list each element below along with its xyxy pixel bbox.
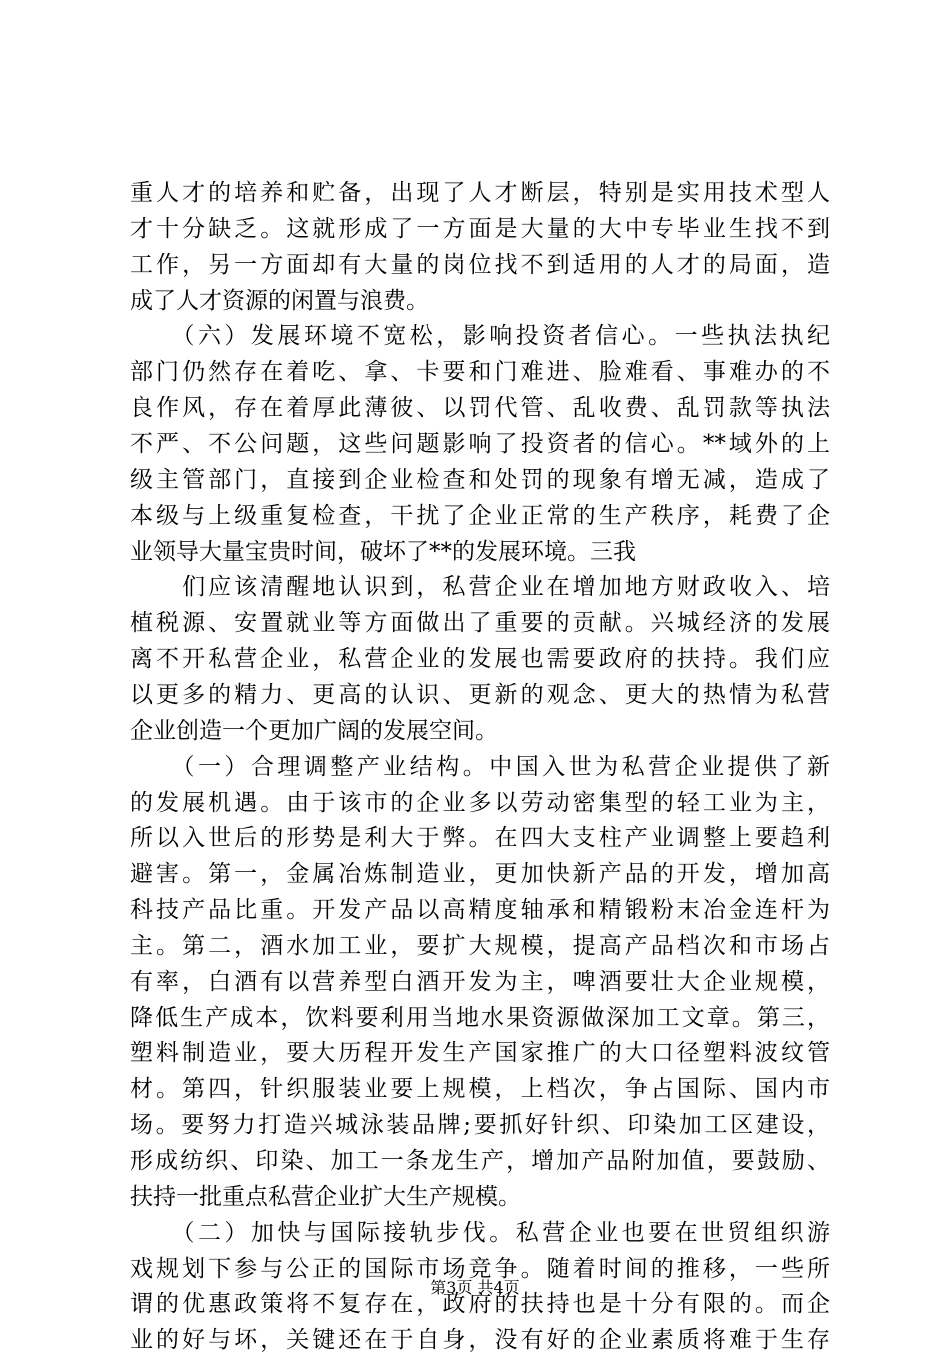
body-text-line: 植税源、安置就业等方面做出了重要的贡献。兴城经济的发展 (130, 610, 830, 637)
body-text-line: 材。第四，针织服装业要上规模，上档次，争占国际、国内市 (130, 1076, 830, 1103)
body-text-line: 业领导大量宝贵时间，破坏了**的发展环境。三我 (130, 538, 636, 565)
body-text-line: 的发展机遇。由于该市的企业多以劳动密集型的轻工业为主， (130, 789, 830, 816)
body-text-line: 业的好与坏，关键还在于自身，没有好的企业素质将难于生存 (130, 1327, 830, 1354)
body-text-line: 避害。第一，金属冶炼制造业，更加快新产品的开发，增加高 (130, 861, 830, 888)
body-text-line: 有率，白酒有以营养型白酒开发为主，啤酒要壮大企业规模， (130, 968, 830, 995)
body-text-line: 场。要努力打造兴城泳装品牌;要抓好针织、印染加工区建设， (130, 1112, 830, 1139)
body-text-line: 谓的优惠政策将不复存在，政府的扶持也是十分有限的。而企 (130, 1291, 830, 1318)
body-text-line: 级主管部门，直接到企业检查和处罚的现象有增无减，造成了 (130, 466, 830, 493)
body-text-line: 才十分缺乏。这就形成了一方面是大量的大中专毕业生找不到 (130, 215, 830, 242)
body-text-line: 离不开私营企业，私营企业的发展也需要政府的扶持。我们应 (130, 646, 830, 672)
body-text-line: 主。第二，酒水加工业，要扩大规模，提高产品档次和市场占 (130, 932, 830, 959)
body-text-line: 部门仍然存在着吃、拿、卡要和门难进、脸难看、事难办的不 (130, 359, 830, 386)
body-text-line: 企业创造一个更加广阔的发展空间。 (130, 717, 498, 744)
body-text-line: 成了人才资源的闲置与浪费。 (130, 287, 429, 314)
body-text-line: 扶持一批重点私营企业扩大生产规模。 (130, 1183, 521, 1210)
body-text-line: 降低生产成本，饮料要利用当地水果资源做深加工文章。第三， (130, 1004, 830, 1031)
body-text-line: 良作风，存在着厚此薄彼、以罚代管、乱收费、乱罚款等执法 (130, 395, 830, 422)
body-text-line: 形成纺织、印染、加工一条龙生产，增加产品附加值，要鼓励、 (130, 1148, 830, 1174)
body-text-line: 塑料制造业，要大历程开发生产国家推广的大口径塑料波纹管 (130, 1040, 830, 1067)
page-footer: 第3页 共4页 (430, 1278, 520, 1297)
body-text-line: （一）合理调整产业结构。中国入世为私营企业提供了新 (130, 753, 830, 780)
body-text-line: 以更多的精力、更高的认识、更新的观念、更大的热情为私营 (130, 681, 830, 708)
body-text-line: 本级与上级重复检查，干扰了企业正常的生产秩序，耗费了企 (130, 502, 830, 529)
body-text-line: 工作，另一方面却有大量的岗位找不到适用的人才的局面，造 (130, 251, 830, 278)
body-text-line: （六）发展环境不宽松，影响投资者信心。一些执法执纪 (130, 323, 830, 350)
body-text-line: （二）加快与国际接轨步伐。私营企业也要在世贸组织游 (130, 1219, 830, 1246)
body-text-line: 不严、不公问题，这些问题影响了投资者的信心。**域外的上 (130, 431, 830, 457)
body-text-line: 科技产品比重。开发产品以高精度轴承和精锻粉末冶金连杆为 (130, 897, 830, 923)
body-text-line: 所以入世后的形势是利大于弊。在四大支柱产业调整上要趋利 (130, 825, 830, 852)
body-text-line: 重人才的培养和贮备，出现了人才断层，特别是实用技术型人 (130, 180, 830, 206)
body-text-line: 们应该清醒地认识到，私营企业在增加地方财政收入、培 (130, 574, 830, 601)
body-text-line: 戏规划下参与公正的国际市场竞争。随着时间的推移，一些所 (130, 1255, 830, 1282)
